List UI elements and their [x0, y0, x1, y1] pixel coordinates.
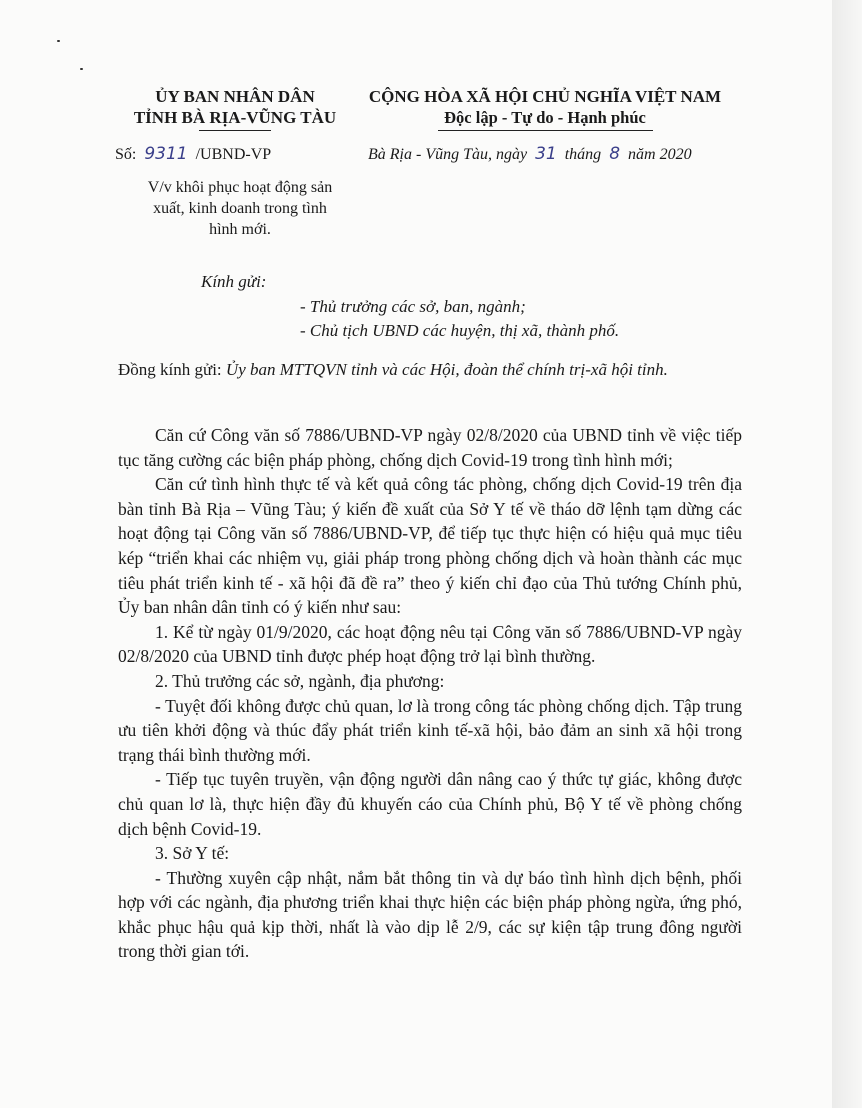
motto-underline [438, 130, 653, 131]
nation-title: CỘNG HÒA XÃ HỘI CHỦ NGHĨA VIỆT NAM [368, 87, 722, 106]
body-paragraph: - Tiếp tục tuyên truyền, vận động người dân nâng cao ý thức tự giác, không được chủ quan lơ là, thực hiện đầy đủ khuyến cáo của Chính phủ, Bộ Y tế về phòng chống dịch bệnh Covid-19. [118, 769, 742, 839]
date-place: Bà Rịa - Vũng Tàu, ngày [368, 146, 528, 163]
subject-line: V/v khôi phục hoạt động sản [147, 179, 333, 196]
body-paragraph: 2. Thủ trưởng các sở, ngành, địa phương: [155, 670, 445, 691]
body-paragraph: - Thường xuyên cập nhật, nắm bắt thông tin và dự báo tình hình dịch bệnh, phối hợp với các ngành, địa phương triển khai thực hiện các biện pháp phòng ngừa, ứng phó, khắc phục hậu quả kịp thời, nhất là vào dịp lễ 2/9, các sự kiện tập trung đông người trong thời gian tới. [118, 867, 742, 962]
issue-date [368, 143, 692, 166]
speck [57, 40, 60, 42]
handwritten-number: 9311 [144, 144, 188, 164]
body-paragraph: 3. Sở Y tế: [155, 843, 230, 864]
subject-summary [90, 177, 390, 240]
page-edge-shadow [832, 0, 862, 1108]
date-month-label: tháng [564, 146, 602, 163]
handwritten-month: 8 [609, 144, 621, 164]
recipient-item: - Chủ tịch UBND các huyện, thị xã, thành phố. [300, 321, 620, 340]
number-prefix: Số: [115, 146, 137, 163]
agency-underline [199, 130, 271, 131]
document-body [118, 423, 742, 964]
issuing-agency [100, 86, 370, 131]
body-paragraph: - Tuyệt đối không được chủ quan, lơ là trong công tác phòng chống dịch. Tập trung ưu tiên khởi động và thúc đẩy phát triển kinh tế-xã hội, bảo đảm an sinh xã hội trong trạng thái bình thường mới. [118, 695, 742, 765]
cc-recipients: Ủy ban MTTQVN tỉnh và các Hội, đoàn thể chính trị-xã hội tỉnh. [225, 360, 668, 379]
subject-line: xuất, kinh doanh trong tình [153, 200, 327, 217]
motto: Độc lập - Tự do - Hạnh phúc [444, 108, 646, 127]
recipients-label: Kính gửi: [201, 272, 267, 291]
subject-line: hình mới. [209, 221, 271, 238]
number-suffix: /UBND-VP [195, 146, 272, 163]
body-paragraph: Căn cứ tình hình thực tế và kết quả công tác phòng, chống dịch Covid-19 trên địa bàn tỉnh Bà Rịa – Vũng Tàu; ý kiến đề xuất của Sở Y tế về tháo dỡ lệnh tạm dừng các hoạt động tại Công văn số 7886/UBND-VP, để tiếp tục thực hiện có hiệu quả mục tiêu kép “triển khai các nhiệm vụ, giải pháp trong phòng chống dịch và hoàn thành các mục tiêu phát triển kinh tế - xã hội đã đề ra” theo ý kiến chỉ đạo của Thủ tướng Chính phủ, Ủy ban nhân dân tỉnh có ý kiến như sau: [118, 474, 742, 618]
handwritten-day: 31 [535, 144, 557, 164]
speck [80, 68, 83, 70]
national-heading [345, 86, 745, 131]
agency-line-1: ỦY BAN NHÂN DÂN [155, 87, 315, 106]
agency-line-2: TỈNH BÀ RỊA-VŨNG TÀU [133, 108, 337, 127]
document-number [115, 143, 271, 166]
body-paragraph: 1. Kể từ ngày 01/9/2020, các hoạt động nêu tại Công văn số 7886/UBND-VP ngày 02/8/2020 của UBND tỉnh được phép hoạt động trở lại bình thường. [118, 621, 742, 667]
body-paragraph: Căn cứ Công văn số 7886/UBND-VP ngày 02/8/2020 của UBND tỉnh về việc tiếp tục tăng cường các biện pháp phòng, chống dịch Covid-19 trong tình hình mới; [118, 425, 742, 470]
cc-label: Đồng kính gửi: [118, 360, 222, 379]
cc-line [118, 360, 668, 380]
date-year: năm 2020 [628, 146, 692, 163]
recipient-item: - Thủ trưởng các sở, ban, ngành; [300, 297, 526, 316]
